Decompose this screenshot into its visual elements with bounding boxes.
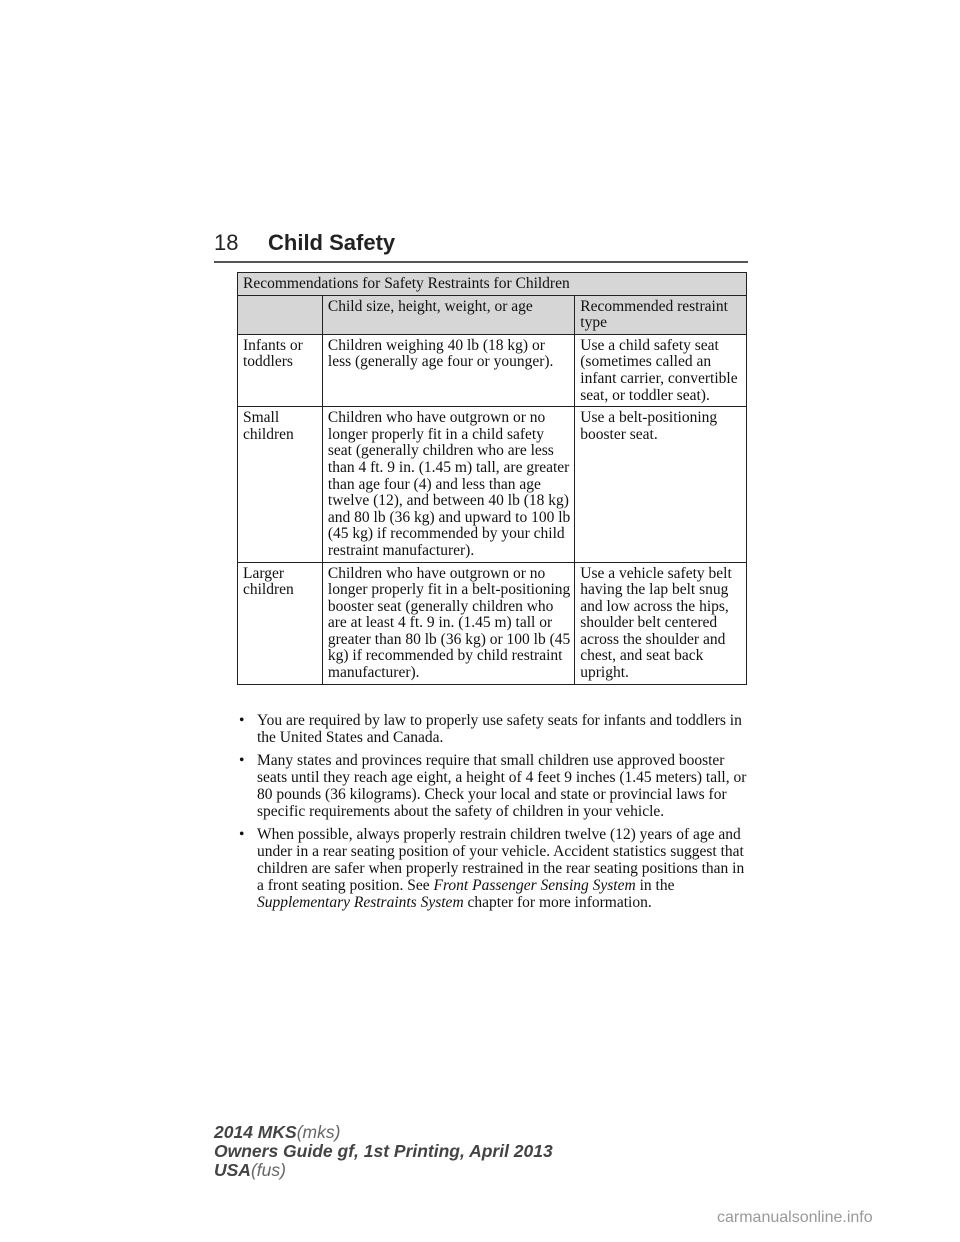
footer-market: USA xyxy=(214,1160,251,1180)
table-row xyxy=(238,334,747,406)
bullet-list xyxy=(237,712,752,917)
chapter-title: Child Safety xyxy=(268,230,396,255)
row-category: Infants or toddlers xyxy=(238,334,323,406)
footer-model-code: (mks) xyxy=(296,1122,341,1142)
table-header-row xyxy=(238,295,747,334)
row-category: Larger children xyxy=(238,562,323,684)
footer-line-market xyxy=(214,1161,553,1180)
footer-line-model xyxy=(214,1123,553,1142)
watermark: carmanualsonline.info xyxy=(717,1209,873,1226)
row-description: Children who have outgrown or no longer properly fit in a child safety seat (generally children who are less than 4 ft. 9 in. (1.45 m) tall, are greater than age four (4) and less than age twelve (12), and between 40 lb (18 kg) and 80 lb (36 kg) and upward to 100 lb (45 kg) if recommended by your child restraint manufacturer). xyxy=(322,407,574,562)
bullet-text: chapter for more information. xyxy=(463,894,652,911)
column-header-size: Child size, height, weight, or age xyxy=(322,295,574,334)
table-row xyxy=(238,407,747,562)
bullet-text: When possible, always properly restrain children twelve (12) years of age and under in a rear seating position of your vehicle. Accident statistics suggest that children are safer when properly restrained in the rear seating positions than in a front seating position. See xyxy=(257,826,745,894)
bullet-icon: • xyxy=(239,752,245,769)
bullet-item xyxy=(237,826,752,911)
row-description: Children who have outgrown or no longer properly fit in a belt-positioning booster seat (generally children who are at least 4 ft. 9 in. (1.45 m) tall or greater than 80 lb (36 kg) or 100 lb (45 kg) if recommended by child restraint manufacturer). xyxy=(322,562,574,684)
table-title: Recommendations for Safety Restraints for Children xyxy=(238,273,747,296)
bullet-icon: • xyxy=(239,826,245,843)
row-restraint: Use a child safety seat (sometimes called an infant carrier, convertible seat, or toddler seat). xyxy=(575,334,747,406)
header-divider xyxy=(214,261,748,263)
bullet-icon: • xyxy=(239,712,245,729)
footer-model: 2014 MKS xyxy=(214,1122,297,1142)
page-header xyxy=(214,230,748,260)
bullet-text: You are required by law to properly use safety seats for infants and toddlers in the United States and Canada. xyxy=(257,712,742,746)
cross-reference-front-passenger-sensing: Front Passenger Sensing System xyxy=(433,877,636,894)
page-number: 18 xyxy=(214,230,239,255)
row-restraint: Use a belt-positioning booster seat. xyxy=(575,407,747,562)
row-description: Children weighing 40 lb (18 kg) or less (generally age four or younger). xyxy=(322,334,574,406)
cross-reference-restraints-chapter: Supplementary Restraints System xyxy=(257,894,464,911)
footer-market-code: (fus) xyxy=(250,1160,286,1180)
table-row xyxy=(238,562,747,684)
bullet-text: in the xyxy=(635,877,675,894)
bullet-item xyxy=(237,712,752,746)
bullet-item xyxy=(237,752,752,820)
safety-restraints-table xyxy=(237,272,747,685)
column-header-restraint: Recommended restraint type xyxy=(575,295,747,334)
footer-printing: Owners Guide gf, 1st Printing, April 2013 xyxy=(214,1141,553,1161)
column-header-category xyxy=(238,295,323,334)
row-category: Small children xyxy=(238,407,323,562)
bullet-text: Many states and provinces require that small children use approved booster seats until they reach age eight, a height of 4 feet 9 inches (1.45 meters) tall, or 80 pounds (36 kilograms). Check your local and state or provincial laws for specific requirements about the safety of children in your vehicle. xyxy=(257,752,747,820)
print-footer xyxy=(214,1123,553,1180)
table-title-row xyxy=(238,273,747,296)
row-restraint: Use a vehicle safety belt having the lap belt snug and low across the hips, shoulder belt centered across the shoulder and chest, and seat back upright. xyxy=(575,562,747,684)
